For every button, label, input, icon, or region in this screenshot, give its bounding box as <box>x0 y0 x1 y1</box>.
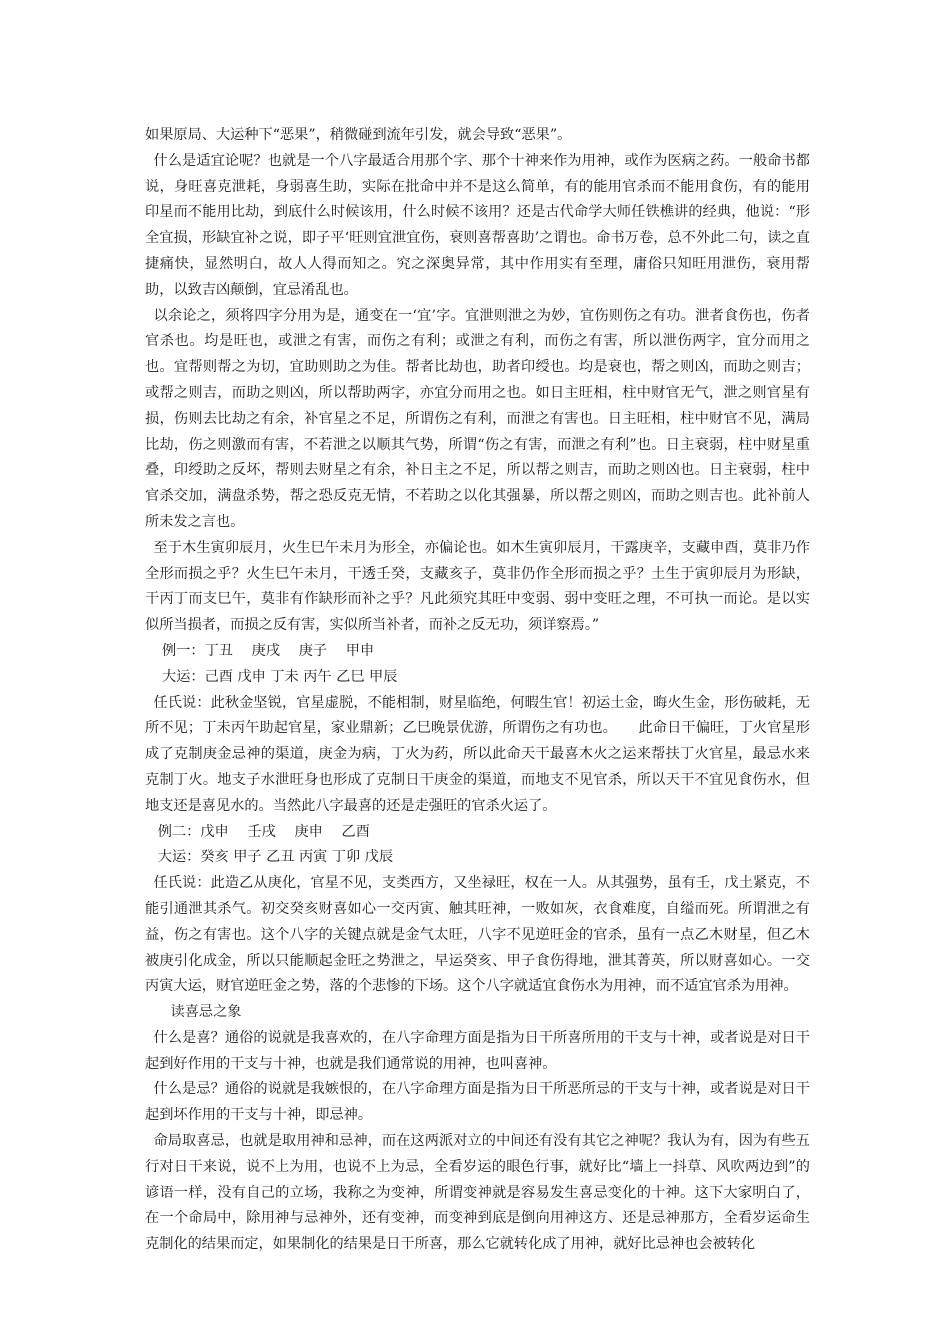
paragraph-what-is-xi: 什么是喜？通俗的说就是我喜欢的，在八字命理方面是指为日干所喜所用的干支与十神，或者说是对日干起到好作用的干支与十神，也就是我们通常说的用神，也叫喜神。 <box>145 1029 810 1072</box>
example-2-commentary: 任氏说：此造乙从庚化，官星不见，支类西方，又坐禄旺，权在一人。从其强势，虽有壬，戊土紧克，不能引通泄其杀气。初交癸亥财喜如心一交丙寅、触其旺神，一败如灰，衣食难度，自缢而死。所谓泄之有益，伤之有害也。这个八字的关键点就是金气太旺，八字不见逆旺金的官杀，虽有一点乙木财星，但乙木被庚引化成金，所以只能顺起金旺之势泄之，早运癸亥、甲子食伤得地，泄其菁英，所以财喜如心。一交丙寅大运，财官逆旺金之势，落的个悲惨的下场。这个八字就适宜食伤水为用神，而不适宜官杀为用神。 <box>145 875 810 995</box>
example-1-pillars: 例一：丁丑 庚戌 庚子 甲申 <box>162 642 375 659</box>
paragraph-yu-lun: 以余论之，须将四字分用为是，通变在一‘宜’字。宜泄则泄之为妙，宜伤则伤之有功。泄者食伤也，伤者官杀也。均是旺也，或泄之有害，而伤之有利；或泄之有利，而伤之有害，所以泄伤两字，宜分而用之也。宜帮则帮之为切，宜助则助之为佳。帮者比劫也，助者印绶也。均是衰也，帮之则凶，而助之则吉；或帮之则吉，而助之则凶，所以帮助两字，亦宜分而用之也。如日主旺相，柱中财官无气，泄之则官星有损，伤则去比劫之有余，补官星之不足，所谓伤之有利，而泄之有害也。日主旺相，柱中财官不见，满局比劫，伤之则激而有害，不若泄之以顺其气势，所谓“伤之有害，而泄之有利”也。日主衰弱，柱中财星重叠，印绶助之反坏，帮则去财星之有余，补日主之不足，所以帮之则吉，而助之则凶也。日主衰弱，柱中官杀交加，满盘杀势，帮之恐反克无情，不若助之以化其强暴，所以帮之则凶，而助之则吉也。此补前人所未发之言也。 <box>145 307 810 530</box>
example-1-dayun: 大运：己酉 戊申 丁未 丙午 乙巳 甲辰 <box>162 668 398 685</box>
example-2-pillars: 例二：戊申 壬戌 庚申 乙酉 <box>157 823 370 840</box>
paragraph-bianshen: 命局取喜忌，也就是取用神和忌神，而在这两派对立的中间还有没有其它之神呢？我认为有，因为有些五行对日干来说，说不上为用，也说不上为忌，全看岁运的眼色行事，就好比“墙上一抖草、风吹两边到”的谚语一样，没有自己的立场，我称之为变神，所谓变神就是容易发生喜忌变化的十神。这下大家明白了，在一个命局中，除用神与忌神外，还有变神，而变神到底是倒向用神这方、还是忌神那方，全看岁运命生克制化的结果而定，如果制化的结果是日干所喜，那么它就转化成了用神，就好比忌神也会被转化 <box>145 1133 810 1253</box>
paragraph-intro: 如果原局、大运种下“恶果”，稍微碰到流年引发，就会导致“恶果”。 <box>145 127 572 143</box>
paragraph-xing-quan: 至于木生寅卯辰月，火生巳午未月为形全，亦偏论也。如木生寅卯辰月，干露庚辛，支藏申酉，莫非乃作全形而损之乎？火生巳午未月，干透壬癸，支藏亥子，莫非仍作全形而损之乎？土生于寅卯辰月为形缺，干丙丁而支巳午，莫非有作缺形而补之乎？凡此须究其旺中变弱、弱中变旺之理，不可执一而论。是以实似所当损者，而损之反有害，实似所当补者，而补之反无功，须详察焉。” <box>145 539 810 634</box>
document-page <box>145 123 810 1258</box>
section-heading-xiji: 读喜忌之象 <box>170 1004 242 1021</box>
example-2-dayun: 大运：癸亥 甲子 乙丑 丙寅 丁卯 戊辰 <box>157 849 394 866</box>
paragraph-what-is-ji: 什么是忌？通俗的说就是我嫉恨的，在八字命理方面是指为日干所恶所忌的干支与十神，或者说是对日干起到坏作用的干支与十神，即忌神。 <box>145 1081 810 1124</box>
example-1-commentary: 任氏说：此秋金坚锐，官星虚脱，不能相制，财星临绝，何暇生官！初运土金，晦火生金，形伤破耗，无所不见；丁未丙午助起官星，家业鼎新；乙巳晚景优游，所谓伤之有功也。 此命日干偏旺，丁火官星形成了克制庚金忌神的渠道，庚金为病，丁火为药，所以此命天干最喜木火之运来帮扶丁火官星，最忌水来克制丁火。地支子水泄旺身也形成了克制日干庚金的渠道，而地支不见官杀，所以天干不宜见食伤水，但地支还是喜见水的。当然此八字最喜的还是走强旺的官杀火运了。 <box>145 694 810 814</box>
paragraph-shiyi-lun: 什么是适宜论呢？也就是一个八字最适合用那个字、那个十神来作为用神，或作为医病之药。一般命书都说，身旺喜克泄耗，身弱喜生助，实际在批命中并不是这么简单，有的能用官杀而不能用食伤，有的能用印星而不能用比劫，到底什么时候该用，什么时候不该用？还是古代命学大师任铁樵讲的经典，他说：“形全宜损，形缺宜补之说，即子平‘旺则宜泄宜伤，衰则喜帮喜助’之谓也。命书万卷，总不外此二句，读之直捷痛快，显然明白，故人人得而知之。究之深奥异常，其中作用实有至理，庸俗只知旺用泄伤，衰用帮助，以致吉凶颠倒，宜忌淆乱也。 <box>145 152 810 298</box>
